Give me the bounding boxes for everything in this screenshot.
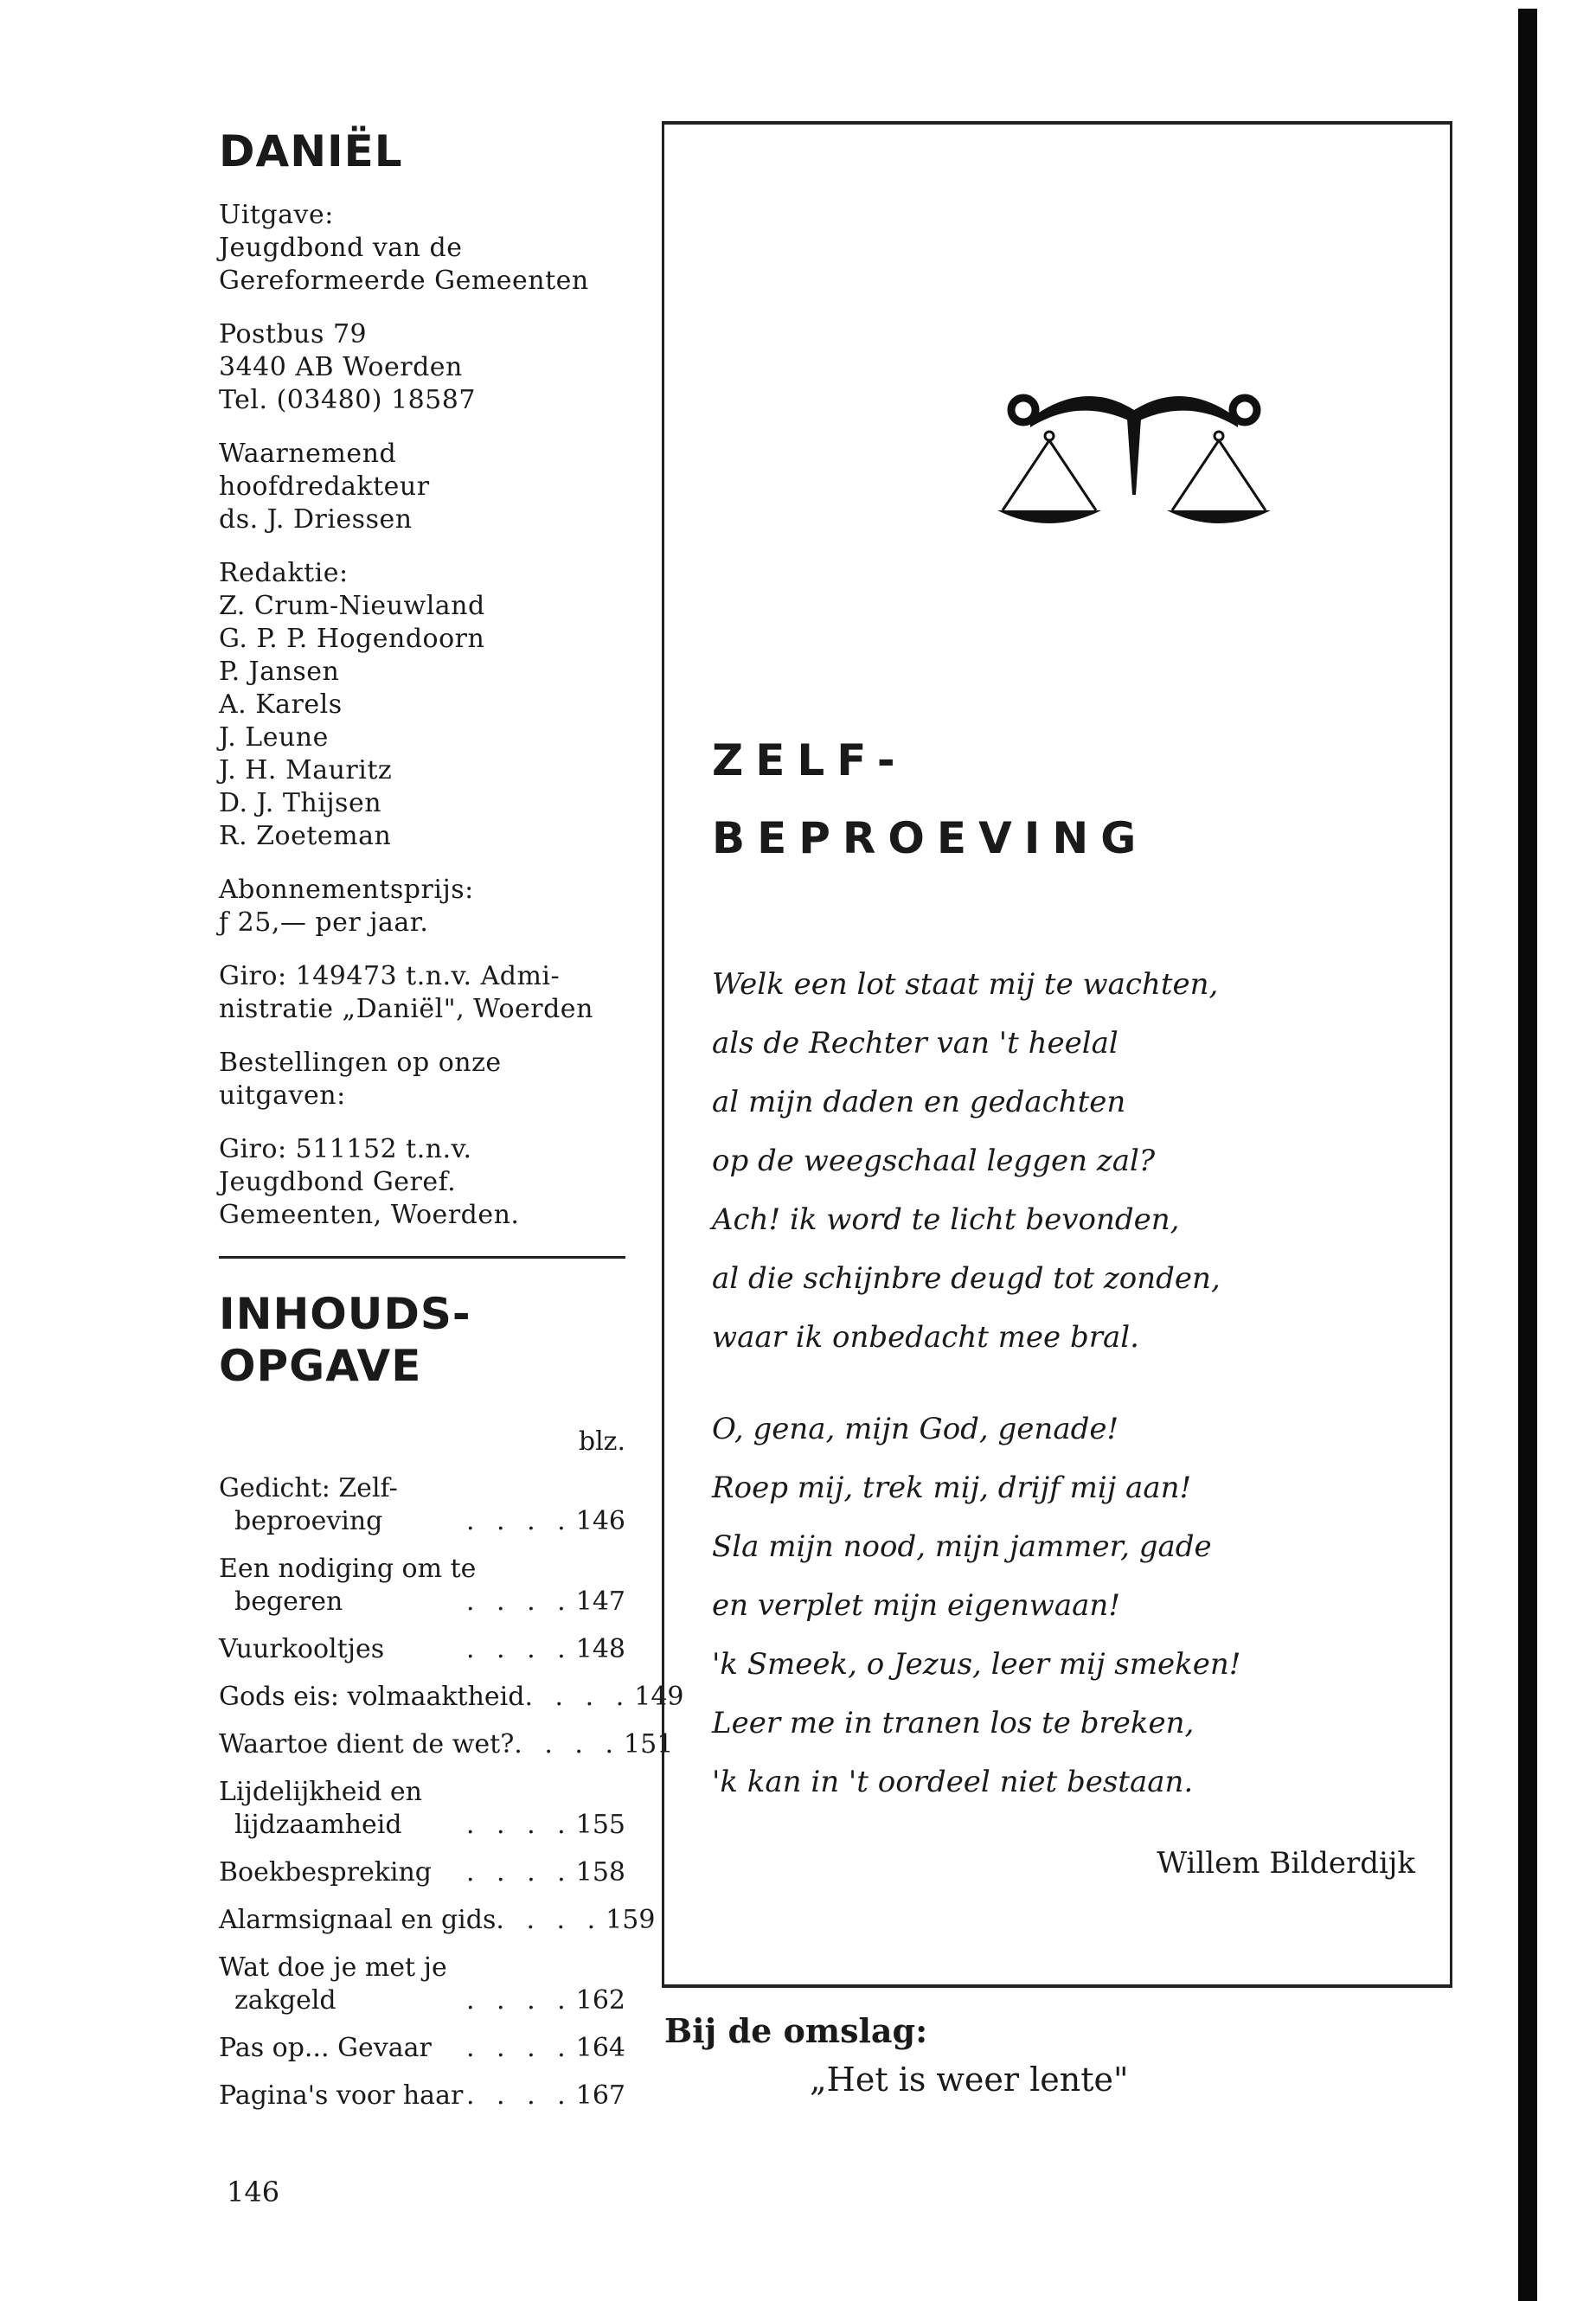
toc-leader: . . . . <box>465 1506 573 1536</box>
toc-leader: . . . . <box>465 2033 573 2063</box>
toc-item-title: zakgeld <box>234 1985 337 2016</box>
toc-row <box>219 1904 656 1937</box>
toc-item-title: Een nodiging om te <box>219 1554 477 1584</box>
editorial-line: G. P. P. Hogendoorn <box>219 624 485 654</box>
toc-item-title: Alarmsignaal en gids <box>219 1905 497 1935</box>
toc-item-title: Gedicht: Zelf- <box>219 1473 398 1503</box>
toc-leader: . . . . <box>465 1634 573 1664</box>
orders-line: Bestellingen op onze <box>219 1048 502 1078</box>
poem-line: O, gena, mijn God, genade! <box>712 1412 1119 1446</box>
cover-label: Bij de omslag: <box>664 2011 928 2050</box>
toc-item-page: 158 <box>575 1857 625 1888</box>
giro-admin-line: Giro: 149473 t.n.v. Admi- <box>219 961 561 991</box>
toc-item-page: 164 <box>575 2033 625 2063</box>
address-line: 3440 AB Woerden <box>219 352 463 382</box>
giro-admin-line: nistratie „Daniël", Woerden <box>219 994 593 1024</box>
poem-line: Sla mijn nood, mijn jammer, gade <box>712 1529 1212 1564</box>
toc-item <box>219 1633 625 1666</box>
giro-orders-line: Gemeenten, Woerden. <box>219 1200 520 1230</box>
toc-item <box>219 2032 625 2065</box>
giro-orders-block <box>219 1133 625 1232</box>
editor-line: Waarnemend <box>219 439 397 469</box>
cover-title: „Het is weer lente" <box>810 2061 1129 2099</box>
poem-line: Leer me in tranen los te breken, <box>712 1706 1195 1740</box>
giro-admin-block <box>219 960 625 1026</box>
toc-page-header: blz. <box>578 1426 625 1457</box>
page-edge-bar <box>1518 9 1537 2301</box>
toc-item-page: 155 <box>575 1810 625 1840</box>
toc-leader: . . . . <box>496 1905 603 1935</box>
toc-item-page: 151 <box>624 1729 674 1759</box>
toc-item <box>219 1952 625 2017</box>
editor-in-chief-block <box>219 438 625 536</box>
toc-item-title: Vuurkooltjes <box>219 1634 385 1664</box>
editorial-line: Z. Crum-Nieuwland <box>219 591 485 621</box>
toc-row <box>219 1728 674 1761</box>
editor-line: ds. J. Driessen <box>219 504 413 535</box>
toc-row <box>219 2032 625 2065</box>
editorial-line: R. Zoeteman <box>219 821 392 851</box>
toc-leader: . . . . <box>465 1857 573 1888</box>
toc-row <box>219 1809 625 1842</box>
toc-item <box>219 2080 625 2112</box>
toc-item <box>219 1472 625 1538</box>
address-block <box>219 318 625 417</box>
poem-title-line: BEPROEVING <box>712 813 1149 863</box>
toc-item-title: Boekbespreking <box>219 1857 432 1888</box>
publisher-line: Gereformeerde Gemeenten <box>219 266 589 296</box>
publisher-block <box>219 199 625 298</box>
poem-line: al mijn daden en gedachten <box>712 1085 1126 1119</box>
poem-title-line: ZELF- <box>712 735 907 785</box>
toc-item-title: beproeving <box>234 1506 383 1536</box>
giro-orders-line: Jeugdbond Geref. <box>219 1167 457 1197</box>
poem-line: Roep mij, trek mij, drijf mij aan! <box>712 1471 1192 1505</box>
toc-item-page: 148 <box>575 1634 625 1664</box>
toc-row <box>219 1984 625 2017</box>
poem-line: Ach! ik word te licht bevonden, <box>712 1202 1180 1237</box>
toc-item <box>219 1856 625 1889</box>
editor-line: hoofdredakteur <box>219 471 430 502</box>
toc-item-page: 149 <box>634 1682 684 1712</box>
publisher-line: Jeugdbond van de <box>219 233 463 263</box>
poem-line: en verplet mijn eigenwaan! <box>712 1588 1120 1623</box>
poem-line: op de weegschaal leggen zal? <box>712 1144 1156 1178</box>
poem-line: al die schijnbre deugd tot zonden, <box>712 1261 1221 1296</box>
page-number: 146 <box>227 2176 280 2208</box>
toc-item-page: 146 <box>575 1506 625 1536</box>
toc-item <box>219 1681 684 1714</box>
toc-item-title: Wat doe je met je <box>219 1952 447 1983</box>
orders-line: uitgaven: <box>219 1080 346 1111</box>
poem-body <box>712 955 1240 1811</box>
editorial-line: J. Leune <box>219 722 329 753</box>
toc-row <box>219 1681 684 1714</box>
left-column <box>219 126 684 2127</box>
toc-leader: . . . . <box>524 1682 631 1712</box>
editorial-line: D. J. Thijsen <box>219 788 382 818</box>
poem-author: Willem Bilderdijk <box>1157 1846 1415 1881</box>
address-line: Postbus 79 <box>219 319 368 349</box>
toc-leader: . . . . <box>465 1810 573 1840</box>
poem-title <box>712 721 1148 877</box>
subscription-block <box>219 874 625 939</box>
toc-item <box>219 1776 625 1842</box>
toc-item-title: begeren <box>234 1586 343 1617</box>
toc-item-page: 147 <box>575 1586 625 1617</box>
toc-title <box>219 1288 625 1392</box>
poem-line: 'k Smeek, o Jezus, leer mij smeken! <box>712 1647 1241 1682</box>
toc-leader: . . . . <box>514 1729 621 1759</box>
poem-line: waar ik onbedacht mee bral. <box>712 1320 1139 1355</box>
toc-item-title: lijdzaamheid <box>234 1810 402 1840</box>
toc-item <box>219 1553 625 1618</box>
editorial-line: Redaktie: <box>219 558 349 588</box>
toc-row <box>219 1586 625 1618</box>
toc-row <box>219 1505 625 1538</box>
toc-item-title: Gods eis: volmaaktheid <box>219 1682 525 1712</box>
toc-item-title: Waartoe dient de wet? <box>219 1729 515 1759</box>
toc-row <box>219 1633 625 1666</box>
toc-row <box>219 2080 625 2112</box>
editorial-block <box>219 557 625 853</box>
toc-item-title: Pagina's voor haar <box>219 2080 464 2111</box>
toc-item-title: Lijdelijkheid en <box>219 1777 422 1807</box>
editorial-line: P. Jansen <box>219 657 340 687</box>
toc-leader: . . . . <box>465 2080 573 2111</box>
toc-leader: . . . . <box>465 1586 573 1617</box>
toc-item-title: Pas op... Gevaar <box>219 2033 432 2063</box>
toc-item <box>219 1728 674 1761</box>
subscription-line: Abonnementsprijs: <box>219 875 474 905</box>
poem-line: 'k kan in 't oordeel niet bestaan. <box>712 1765 1194 1799</box>
toc-row <box>219 1856 625 1889</box>
orders-block <box>219 1047 625 1112</box>
giro-orders-line: Giro: 511152 t.n.v. <box>219 1134 472 1164</box>
poem-frame <box>662 121 1452 1988</box>
toc-item-page: 167 <box>575 2080 625 2111</box>
address-line: Tel. (03480) 18587 <box>219 385 476 415</box>
subscription-line: ƒ 25,— per jaar. <box>219 907 429 938</box>
toc-title-line: OPGAVE <box>219 1341 422 1391</box>
toc-item <box>219 1904 656 1937</box>
editorial-line: J. H. Mauritz <box>219 755 393 785</box>
toc-item-page: 162 <box>575 1985 625 2016</box>
editorial-line: A. Karels <box>219 689 343 720</box>
balance-scales-icon <box>996 384 1272 531</box>
toc-leader: . . . . <box>465 1985 573 2016</box>
publisher-line: Uitgave: <box>219 200 334 230</box>
masthead: DANIËL <box>219 126 403 176</box>
stanza-break <box>712 1367 1240 1400</box>
cover-note <box>664 2011 1129 2099</box>
divider <box>219 1256 625 1259</box>
poem-line: Welk een lot staat mij te wachten, <box>712 967 1219 1002</box>
toc-item-page: 159 <box>606 1905 656 1935</box>
poem-line: als de Rechter van 't heelal <box>712 1026 1118 1061</box>
toc-title-line: INHOUDS- <box>219 1289 471 1339</box>
toc-list <box>219 1472 684 2112</box>
